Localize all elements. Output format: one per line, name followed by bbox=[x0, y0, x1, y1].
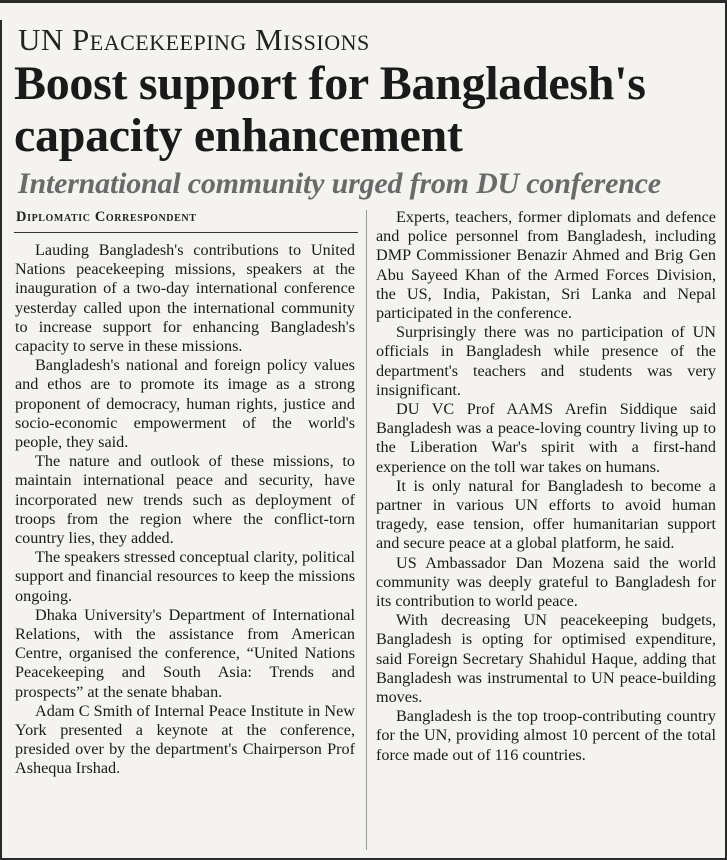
paragraph: Bangladesh's national and foreign policy values and ethos are to promote its image as a strong proponent of democracy, human rights, justice and socio-economic empowerment of the world's people, they said. bbox=[15, 356, 355, 452]
article-headline: Boost support for Bangladesh's capacity enhancement bbox=[14, 57, 646, 162]
frame-left-rule bbox=[0, 20, 2, 858]
paragraph: It is only natural for Bangladesh to become a partner in various UN efforts to avoid human tragedy, ease tension, offer humanitarian support and secure peace at a global platform, he said. bbox=[376, 476, 716, 553]
paragraph: The nature and outlook of these missions, to maintain international peace and security, have incorporated new trends such as deployment of troops from the region where the conflict-torn country lies, they added. bbox=[15, 452, 355, 548]
article-column-left bbox=[15, 241, 355, 779]
paragraph: Dhaka University's Department of International Relations, with the assistance from American Centre, organised the conference, “United Nations Peacekeeping and South Asia: Trends and prospects” at the senate bhaban. bbox=[15, 605, 355, 701]
paragraph: Bangladesh is the top troop-contributing country for the UN, providing almost 10 percent of the total force made out of 116 countries. bbox=[376, 707, 716, 764]
paragraph: Adam C Smith of Internal Peace Institute in New York presented a keynote at the conference, presided over by the department's Chairperson Prof Ashequa Irshad. bbox=[15, 701, 355, 778]
article-subheadline: International community urged from DU conference bbox=[18, 167, 661, 200]
paragraph: Lauding Bangladesh's contributions to United Nations peacekeeping missions, speakers at the inauguration of a two-day international conference yesterday called upon the international community to increase support for enhancing Bangladesh's capacity to serve in these missions. bbox=[15, 241, 355, 356]
paragraph: With decreasing UN peacekeeping budgets, Bangladesh is opting for optimised expenditure, said Foreign Secretary Shahidul Haque, adding that Bangladesh was instrumental to UN peace-building moves. bbox=[376, 611, 716, 707]
paragraph: Experts, teachers, former diplomats and defence and police personnel from Bangladesh, including DMP Commissioner Benazir Ahmed and Brig Gen Abu Sayeed Khan of the Armed Forces Division, the US, India, Pakistan, Sri Lanka and Nepal participated in the conference. bbox=[376, 208, 716, 323]
article-column-right bbox=[376, 208, 716, 765]
section-kicker: UN Peacekeeping Missions bbox=[18, 22, 370, 57]
paragraph: US Ambassador Dan Mozena said the world community was deeply grateful to Bangladesh for its contribution to world peace. bbox=[376, 553, 716, 611]
paragraph: The speakers stressed conceptual clarity, political support and financial resources to keep the missions ongoing. bbox=[15, 548, 355, 605]
frame-top-rule bbox=[0, 0, 727, 3]
paragraph: DU VC Prof AAMS Arefin Siddique said Bangladesh was a peace-loving country living up to the Liberation War's spirit with a first-hand experience on the toll war takes on humans. bbox=[376, 400, 716, 476]
byline-rule bbox=[14, 232, 358, 233]
paragraph: Surprisingly there was no participation of UN officials in Bangladesh while presence of the department's teachers and students was very insignificant. bbox=[376, 323, 716, 399]
column-divider bbox=[366, 210, 367, 850]
byline: Diplomatic Correspondent bbox=[16, 209, 197, 225]
